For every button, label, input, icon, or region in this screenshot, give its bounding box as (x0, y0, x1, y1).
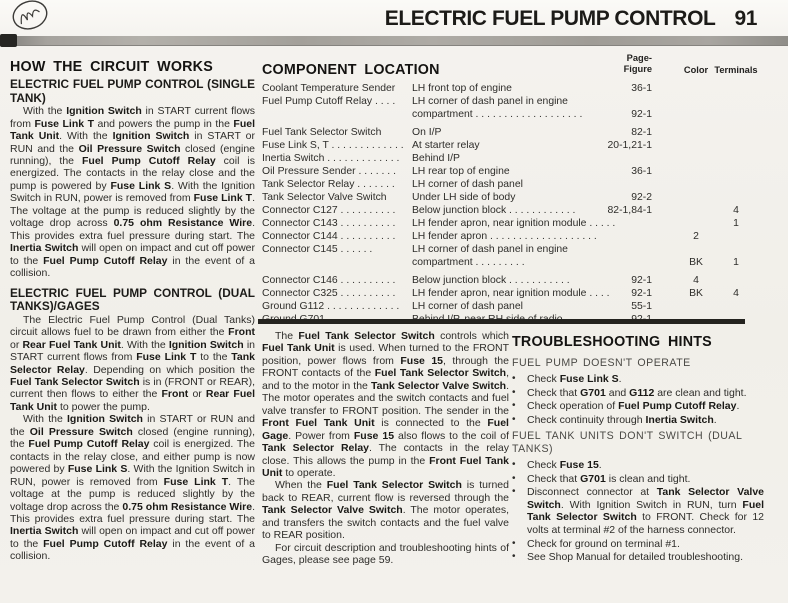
component-name: Inertia Switch . . . . . . . . . . . . . (262, 153, 400, 164)
troubleshooting-hint-text: Check continuity through Inertia Switch. (527, 413, 717, 426)
component-location-text: On I/P (412, 127, 442, 138)
troubleshooting-hint (512, 538, 764, 551)
selector-notes-paragraph-3: For circuit description and troubleshooting hints of Gages, please see page 59. (262, 541, 509, 567)
troubleshooting-hint-text: Check Fuse Link S. (527, 373, 622, 386)
component-location-text: LH corner of dash panel in engine compartment . . . . . . . . . (412, 244, 568, 268)
troubleshooting-groups (512, 357, 764, 564)
component-name: Tank Selector Relay . . . . . . . (262, 179, 395, 190)
troubleshooting-hint (512, 400, 764, 413)
component-location-row (262, 217, 762, 230)
component-location-text: LH fender apron . . . . . . . . . . . . . . . . . . . (412, 231, 597, 242)
component-page-figure: 92-2 (631, 192, 652, 203)
component-name: Coolant Temperature Sender (262, 83, 396, 94)
component-name: Connector C144 . . . . . . . . . . (262, 231, 396, 242)
component-location-text: Below junction block . . . . . . . . . . . (412, 275, 570, 286)
bullet-icon: • (512, 551, 516, 563)
column-header-terminals: Terminals (714, 65, 758, 75)
component-location-row (262, 95, 762, 121)
component-location-row (262, 165, 762, 178)
bullet-icon: • (512, 413, 516, 425)
component-location-text: LH corner of dash panel (412, 301, 523, 312)
troubleshooting-heading: TROUBLESHOOTING HINTS (512, 334, 712, 350)
component-page-figure: 36-1 (631, 166, 652, 177)
component-name: Fuel Tank Selector Switch (262, 127, 382, 138)
troubleshooting-hint (512, 551, 764, 564)
component-page-figure: 82-1 (631, 127, 652, 138)
troubleshooting-items (512, 459, 764, 564)
component-terminals: 1 (733, 218, 739, 229)
troubleshooting-hint (512, 473, 764, 486)
component-location-row (262, 300, 762, 313)
component-location-text: LH front top of engine (412, 83, 512, 94)
component-page-figure: 92-1 (631, 288, 652, 299)
component-location-row (262, 139, 762, 152)
bullet-icon: • (512, 386, 516, 398)
component-location-text: LH fender apron, near ignition module . . . . (412, 288, 610, 299)
bullet-icon: • (512, 537, 516, 549)
component-name: Connector C146 . . . . . . . . . . (262, 275, 396, 286)
component-terminals: 4 (733, 288, 739, 299)
component-name: Connector C143 . . . . . . . . . . (262, 218, 396, 229)
bullet-icon: • (512, 373, 516, 385)
how-it-works-heading: HOW THE CIRCUIT WORKS (10, 59, 213, 75)
troubleshooting-hint-text: Check that G701 and G112 are clean and tight. (527, 386, 747, 399)
component-page-figure: 20-1,21-1 (607, 140, 652, 151)
column-header-color: Color (683, 65, 709, 75)
component-color: 4 (693, 275, 699, 286)
page-title: ELECTRIC FUEL PUMP CONTROL (384, 7, 716, 30)
troubleshooting-hint (512, 414, 764, 427)
single-tank-paragraph: With the Ignition Switch in START current flows from Fuse Link T and powers the pump in the Fuel Tank Unit. With the Ignition Switch in START or RUN and the Oil Pressure Switch closed (engine running), the Fuel Pump Cutoff Relay coil is energized. The contacts in the relay close and the pump is powered by Fuse Link S. With the Ignition Switch in RUN, power is removed from Fuse Link T. The voltage at the pump is reduced slightly by the voltage drop across 0.75 ohm Resistance Wire. This provides extra fuel pressure during start. The Inertia Switch will open on impact and cut off power to the Fuel Pump Cutoff Relay in the event of a collision. (10, 105, 256, 280)
component-location-row (262, 204, 762, 217)
selector-operation-notes (262, 330, 509, 567)
scan-artifact (0, 34, 17, 47)
component-page-figure: 36-1 (631, 83, 652, 94)
column-header-page-figure: Page- Figure (623, 53, 652, 74)
how-the-circuit-works-section (10, 59, 255, 563)
component-name: Oil Pressure Sender . . . . . . . (262, 166, 396, 177)
component-terminals: 1 (733, 257, 739, 268)
troubleshooting-hint (512, 373, 764, 386)
component-location-row (262, 178, 762, 191)
component-terminals: 4 (733, 205, 739, 216)
component-location-row (262, 152, 762, 165)
troubleshooting-hint-text: Check that G701 is clean and tight. (527, 472, 691, 485)
troubleshooting-hint-text: Check operation of Fuel Pump Cutoff Relay. (527, 400, 740, 413)
component-page-figure: 82-1,84-1 (607, 205, 652, 216)
component-color: 2 (693, 231, 699, 242)
troubleshooting-hint (512, 486, 764, 536)
component-location-text: At starter relay (412, 140, 480, 151)
dual-tanks-subheading: ELECTRIC FUEL PUMP CONTROL (DUAL TANKS)/GAGES (10, 285, 255, 314)
component-location-text: LH corner of dash panel (412, 179, 523, 190)
component-name: Ground G112 . . . . . . . . . . . . . (262, 301, 400, 312)
component-name: Fuel Pump Cutoff Relay . . . . (262, 96, 396, 107)
troubleshooting-group (512, 430, 764, 564)
troubleshooting-hint-text: Check for ground on terminal #1. (527, 537, 680, 550)
bullet-icon: • (512, 472, 516, 484)
component-name: Connector C145 . . . . . . (262, 244, 373, 255)
component-location-text: LH fender apron, near ignition module . . . . . (412, 218, 616, 229)
component-location-row (262, 126, 762, 139)
component-name: Tank Selector Valve Switch (262, 192, 387, 203)
page-number: 91 (734, 7, 757, 30)
component-location-text: LH corner of dash panel in engine compartment . . . . . . . . . . . . . . . . . . . (412, 96, 583, 120)
troubleshooting-hint (512, 459, 764, 472)
troubleshooting-group (512, 357, 764, 427)
component-color: BK (689, 257, 703, 268)
component-name: Connector C127 . . . . . . . . . . (262, 205, 396, 216)
component-location-row (262, 191, 762, 204)
single-tank-subheading: ELECTRIC FUEL PUMP CONTROL (SINGLE TANK) (10, 77, 255, 105)
troubleshooting-hint-text: Check Fuse 15. (527, 458, 602, 471)
dual-tanks-paragraph-2: With the Ignition Switch in START or RUN and the Oil Pressure Switch closed (engine running), the Fuel Pump Cutoff Relay coil is energized. The contacts in the relay close, and either pump is now powered by Fuse Link S. With the Ignition Switch in RUN, power is removed from Fuse Link T. The voltage at the pump is reduced slightly by the voltage drop across the 0.75 ohm Resistance Wire. This provides extra fuel pressure during start. The Inertia Switch will open on impact and cut off power to the Fuel Pump Cutoff Relay in the event of a collision. (10, 413, 256, 563)
troubleshooting-hint-text: Disconnect connector at Tank Selector Valve Switch. With Ignition Switch in RUN, turn Fuel Tank Selector Switch to FRONT. Check for 12 volts at terminal #2 of the harness connector. (527, 486, 765, 536)
component-color: BK (689, 288, 703, 299)
component-location-row (262, 274, 762, 287)
component-location-text: Behind I/P (412, 153, 460, 164)
selector-notes-paragraph-1: The Fuel Tank Selector Switch controls which Fuel Tank Unit is used. When turned to the FRONT position, power flows from Fuse 15, through the FRONT contacts of the Fuel Tank Selector Switch, and to the motor in the Tank Selector Valve Switch. The motor operates and the switch contacts and fuel valve transfer to FRONT position. The sender in the Front Fuel Tank Unit is connected to the Fuel Gage. Power from Fuse 15 also flows to the coil of Tank Selector Relay. The contacts in the relay close. This allows the pump in the Front Fuel Tank Unit to operate. (262, 330, 510, 479)
troubleshooting-items (512, 373, 764, 426)
bullet-icon: • (512, 458, 516, 470)
troubleshooting-subheading: FUEL TANK UNITS DON'T SWITCH (DUAL TANKS) (512, 429, 742, 455)
page-header (385, 7, 757, 31)
troubleshooting-section (512, 334, 764, 565)
component-location-text: Under LH side of body (412, 192, 516, 203)
component-page-figure: 92-1 (631, 109, 652, 120)
dual-tanks-paragraph-1: The Electric Fuel Pump Control (Dual Tanks) circuit allows fuel to be drawn from either the Front or Rear Fuel Tank Unit. With the Ignition Switch in START current flows from Fuse Link T to the Tank Selector Relay. Depending on which position the Fuel Tank Selector Switch is in (FRONT or REAR), current then flows to either the Front or Rear Fuel Tank Unit to power the pump. (10, 313, 256, 413)
component-page-figure: 55-1 (631, 301, 652, 312)
scan-band-divider (0, 36, 788, 46)
bullet-icon: • (512, 486, 516, 498)
troubleshooting-hint (512, 387, 764, 400)
component-location-row (262, 243, 762, 269)
troubleshooting-hint-text: See Shop Manual for detailed troubleshooting. (527, 551, 743, 564)
component-location-row (262, 82, 762, 95)
component-page-figure: 92-1 (631, 275, 652, 286)
component-location-text: Below junction block . . . . . . . . . . . . (412, 205, 576, 216)
section-divider-bar (258, 319, 745, 324)
component-name: Connector C325 . . . . . . . . . . (262, 288, 396, 299)
bullet-icon: • (512, 400, 516, 412)
component-location-row (262, 230, 762, 243)
component-location-heading: COMPONENT LOCATION (262, 62, 440, 78)
component-location-text: LH rear top of engine (412, 166, 510, 177)
component-location-row (262, 287, 762, 300)
component-location-section (262, 53, 762, 326)
component-location-rows (262, 82, 762, 326)
selector-notes-paragraph-2: When the Fuel Tank Selector Switch is turned back to REAR, current flow is reversed through the Tank Selector Valve Switch. The motor operates, and transfers the switch contacts and the fuel valve to REAR position. (262, 479, 509, 542)
component-name: Fuse Link S, T . . . . . . . . . . . . . (262, 140, 404, 151)
troubleshooting-subheading: FUEL PUMP DOESN'T OPERATE (512, 357, 691, 369)
